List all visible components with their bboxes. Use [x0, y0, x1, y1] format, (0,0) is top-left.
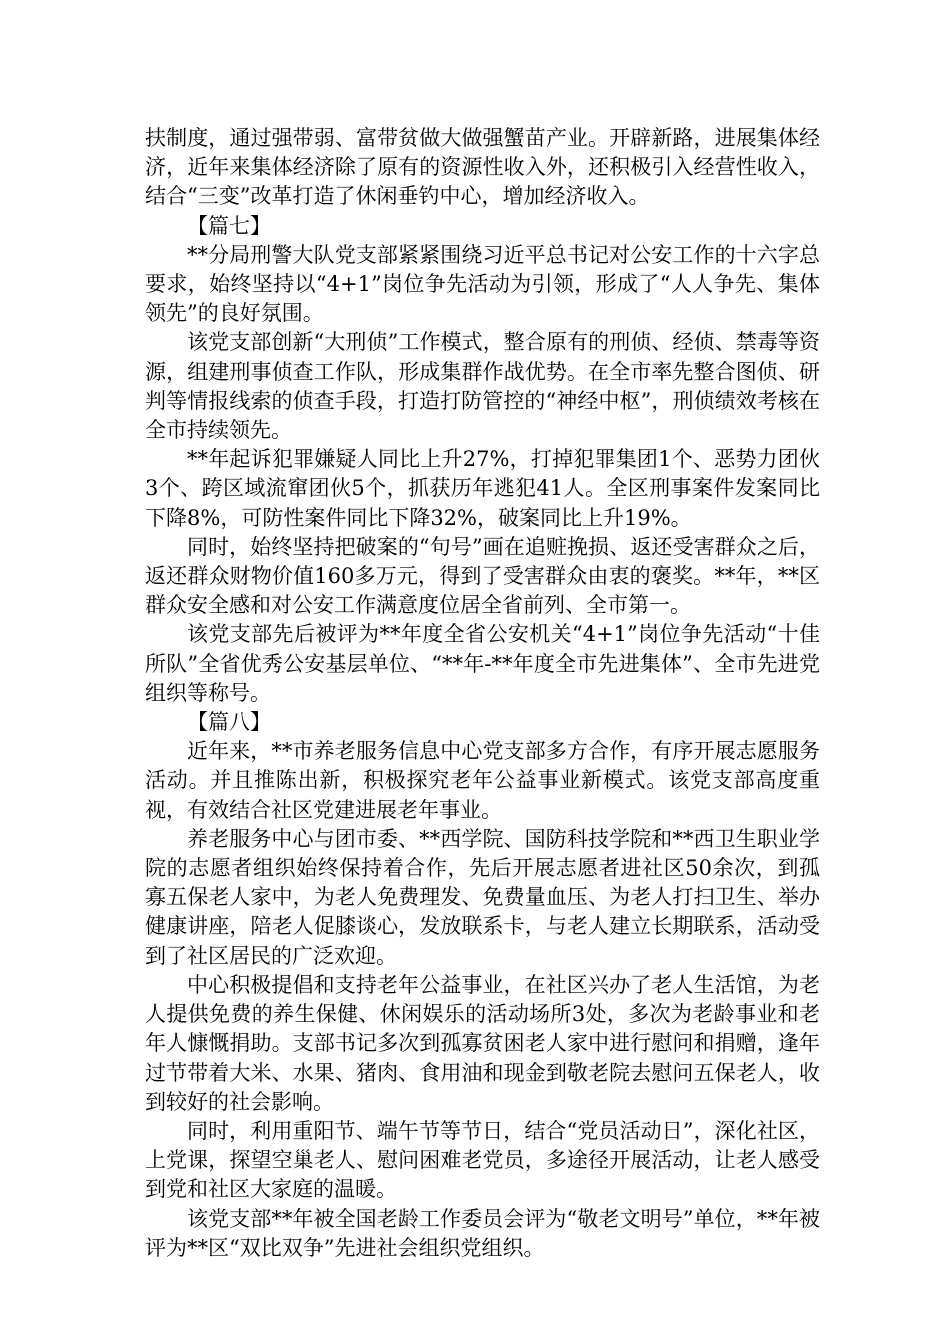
- paragraph-8-3: 中心积极提倡和支持老年公益事业，在社区兴办了老人生活馆，为老人提供免费的养生保健、休闲娱乐的活动场所3处，多次为老龄事业和老年人慷慨捐助。支部书记多次到孤寡贫困老人家中进行慰问和捐赠，逢年过节带着大米、水果、猪肉、食用油和现金到敬老院去慰问五保老人，收到较好的社会影响。: [145, 972, 820, 1114]
- paragraph-continuation: 扶制度，通过强带弱、富带贫做大做强蟹苗产业。开辟新路，进展集体经济，近年来集体经济除了原有的资源性收入外，还积极引入经营性收入，结合“三变”改革打造了休闲垂钓中心，增加经济收入。: [145, 126, 820, 209]
- section-heading-7: 【篇七】: [187, 213, 271, 238]
- paragraph-8-5: 该党支部**年被全国老龄工作委员会评为“敬老文明号”单位，**年被评为**区“双比双争”先进社会组织党组织。: [145, 1206, 820, 1260]
- paragraph-8-4: 同时，利用重阳节、端午节等节日，结合“党员活动日”，深化社区，上党课，探望空巢老人、慰问困难老党员，多途径开展活动，让老人感受到党和社区大家庭的温暖。: [145, 1118, 820, 1202]
- paragraph-7-3: **年起诉犯罪嫌疑人同比上升27%，打掉犯罪集团1个、恶势力团伙3个、跨区域流窜团伙5个，抓获历年逃犯41人。全区刑事案件发案同比下降8%，可防性案件同比下降32%，破案同比上升19%。: [145, 447, 820, 530]
- paragraph-7-5: 该党支部先后被评为**年度全省公安机关“4+1”岗位争先活动“十佳所队”全省优秀公安基层单位、“**年-**年度全市先进集体”、全市先进党组织等称号。: [145, 622, 820, 705]
- paragraph-8-1: 近年来，**市养老服务信息中心党支部多方合作，有序开展志愿服务活动。并且推陈出新，积极探究老年公益事业新模式。该党支部高度重视，有效结合社区党建进展老年事业。: [145, 739, 820, 822]
- paragraph-8-2: 养老服务中心与团市委、**西学院、国防科技学院和**西卫生职业学院的志愿者组织始终保持着合作，先后开展志愿者进社区50余次，到孤寡五保老人家中，为老人免费理发、免费量血压、为老人打扫卫生、举办健康讲座，陪老人促膝谈心，发放联系卡，与老人建立长期联系，活动受到了社区居民的广泛欢迎。: [145, 826, 820, 968]
- document-page: [145, 124, 820, 1263]
- paragraph-7-4: 同时，始终坚持把破案的“句号”画在追赃挽损、返还受害群众之后，返还群众财物价值160多万元，得到了受害群众由衷的褒奖。**年，**区群众安全感和对公安工作满意度位居全省前列、全市第一。: [145, 534, 820, 618]
- paragraph-7-2: 该党支部创新“大刑侦”工作模式，整合原有的刑侦、经侦、禁毒等资源，组建刑事侦查工作队，形成集群作战优势。在全市率先整合图侦、研判等情报线索的侦查手段，打造打防管控的“神经中枢”，刑侦绩效考核在全市持续领先。: [145, 330, 820, 443]
- section-heading-8: 【篇八】: [187, 710, 271, 735]
- paragraph-7-1: **分局刑警大队党支部紧紧围绕习近平总书记对公安工作的十六字总要求，始终坚持以“4+1”岗位争先活动为引领，形成了“人人争先、集体领先”的良好氛围。: [145, 242, 820, 326]
